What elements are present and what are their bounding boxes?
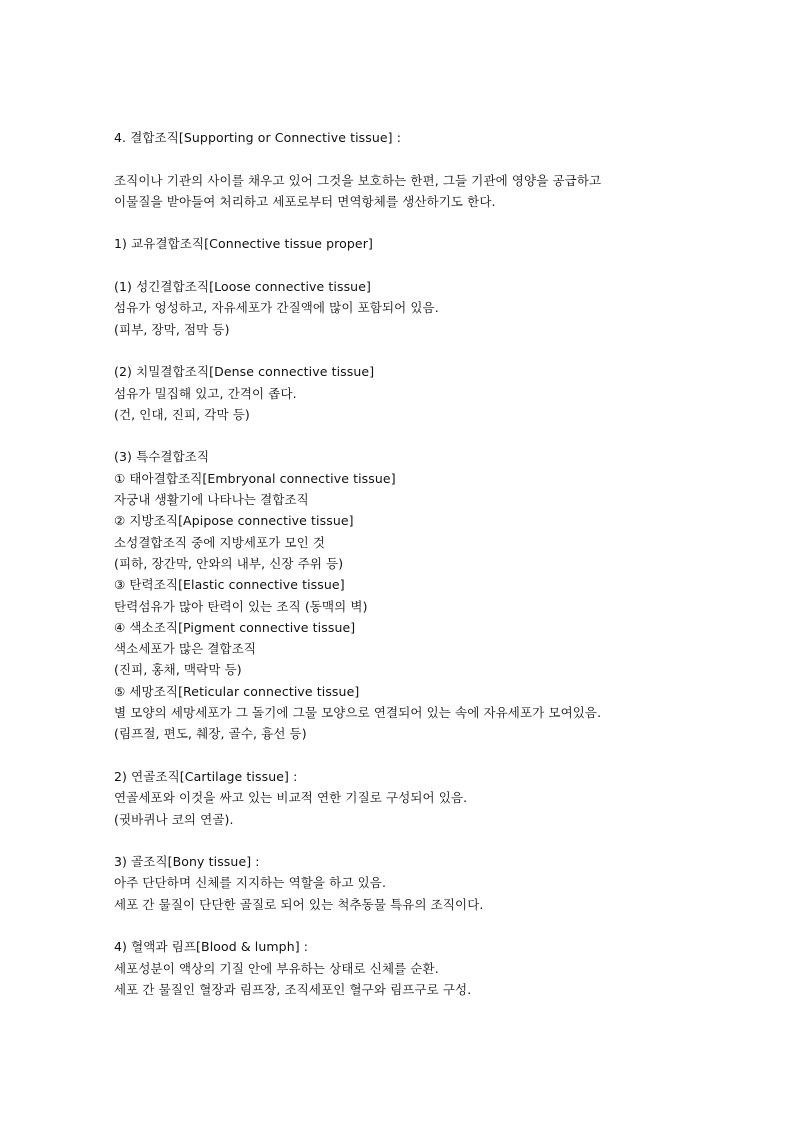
item-title: (1) 성긴결합조직[Loose connective tissue] [114, 279, 371, 295]
subsection-title: 2) 연골조직[Cartilage tissue] : [114, 768, 298, 784]
special-tissue-line: ③ 탄력조직[Elastic connective tissue] [114, 577, 345, 593]
item-description: 아주 단단하며 신체를 지지하는 역할을 하고 있음. [114, 875, 387, 891]
subsection-title: 4) 혈액과 림프[Blood & lumph] : [114, 939, 309, 955]
blank-line [114, 340, 714, 361]
intro-line: 조직이나 기관의 사이를 채우고 있어 그것을 보호하는 한편, 그들 기관에 영양을 공급하고 [114, 172, 602, 188]
subsection-title: 1) 교유결합조직[Connective tissue proper] [114, 236, 373, 252]
intro-line: 이물질을 받아들여 처리하고 세포로부터 면역항체를 생산하기도 한다. [114, 193, 496, 209]
special-tissue-line: 탄력섬유가 많아 탄력이 있는 조직 (동맥의 벽) [114, 598, 368, 614]
item-description: 연골세포와 이것을 싸고 있는 비교적 연한 기질로 구성되어 있음. [114, 790, 468, 806]
special-tissue-line: ④ 색소조직[Pigment connective tissue] [114, 619, 356, 635]
special-tissue-line: ⑤ 세망조직[Reticular connective tissue] [114, 683, 360, 699]
blank-line [114, 830, 714, 851]
item-examples: (귓바퀴나 코의 연골). [114, 811, 234, 827]
special-tissue-line: 색소세포가 많은 결합조직 [114, 641, 257, 657]
item-examples: (피부, 장막, 점막 등) [114, 321, 230, 337]
item-description: 세포성분이 액상의 기질 안에 부유하는 상태로 신체를 순환. [114, 960, 439, 976]
special-tissue-line: (림프절, 편도, 췌장, 골수, 흉선 등) [114, 726, 307, 742]
special-tissue-line: ② 지방조직[Apipose connective tissue] [114, 513, 354, 529]
item-title: (3) 특수결합조직 [114, 449, 210, 465]
item-description: 섬유가 엉성하고, 자유세포가 간질액에 많이 포함되어 있음. [114, 300, 439, 316]
document-body [114, 127, 714, 1000]
item-description: 세포 간 물질이 단단한 골질로 되어 있는 척추동물 특유의 조직이다. [114, 896, 484, 912]
special-tissue-line: 자궁내 생활기에 나타나는 결합조직 [114, 492, 309, 508]
item-title: (2) 치밀결합조직[Dense connective tissue] [114, 364, 375, 380]
special-tissue-line: (피하, 장간막, 안와의 내부, 신장 주위 등) [114, 555, 344, 571]
special-tissue-line: 별 모양의 세망세포가 그 돌기에 그물 모양으로 연결되어 있는 속에 자유세포가 모여있음. [114, 705, 602, 721]
blank-line [114, 212, 714, 233]
blank-line [114, 148, 714, 169]
item-description: 세포 간 물질인 혈장과 림프장, 조직세포인 혈구와 림프구로 구성. [114, 981, 472, 997]
blank-line [114, 255, 714, 276]
blank-line [114, 915, 714, 936]
blank-line [114, 425, 714, 446]
item-description: 섬유가 밀집해 있고, 간격이 좁다. [114, 385, 297, 401]
special-tissue-line: 소성결합조직 중에 지방세포가 모인 것 [114, 534, 326, 550]
item-examples: (건, 인대, 진피, 각막 등) [114, 406, 250, 422]
subsection-title: 3) 골조직[Bony tissue] : [114, 854, 260, 870]
special-tissue-line: (진피, 홍채, 맥락막 등) [114, 662, 242, 678]
blank-line [114, 745, 714, 766]
special-tissue-line: ① 태아결합조직[Embryonal connective tissue] [114, 470, 396, 486]
section-heading: 4. 결합조직[Supporting or Connective tissue] : [114, 130, 402, 145]
